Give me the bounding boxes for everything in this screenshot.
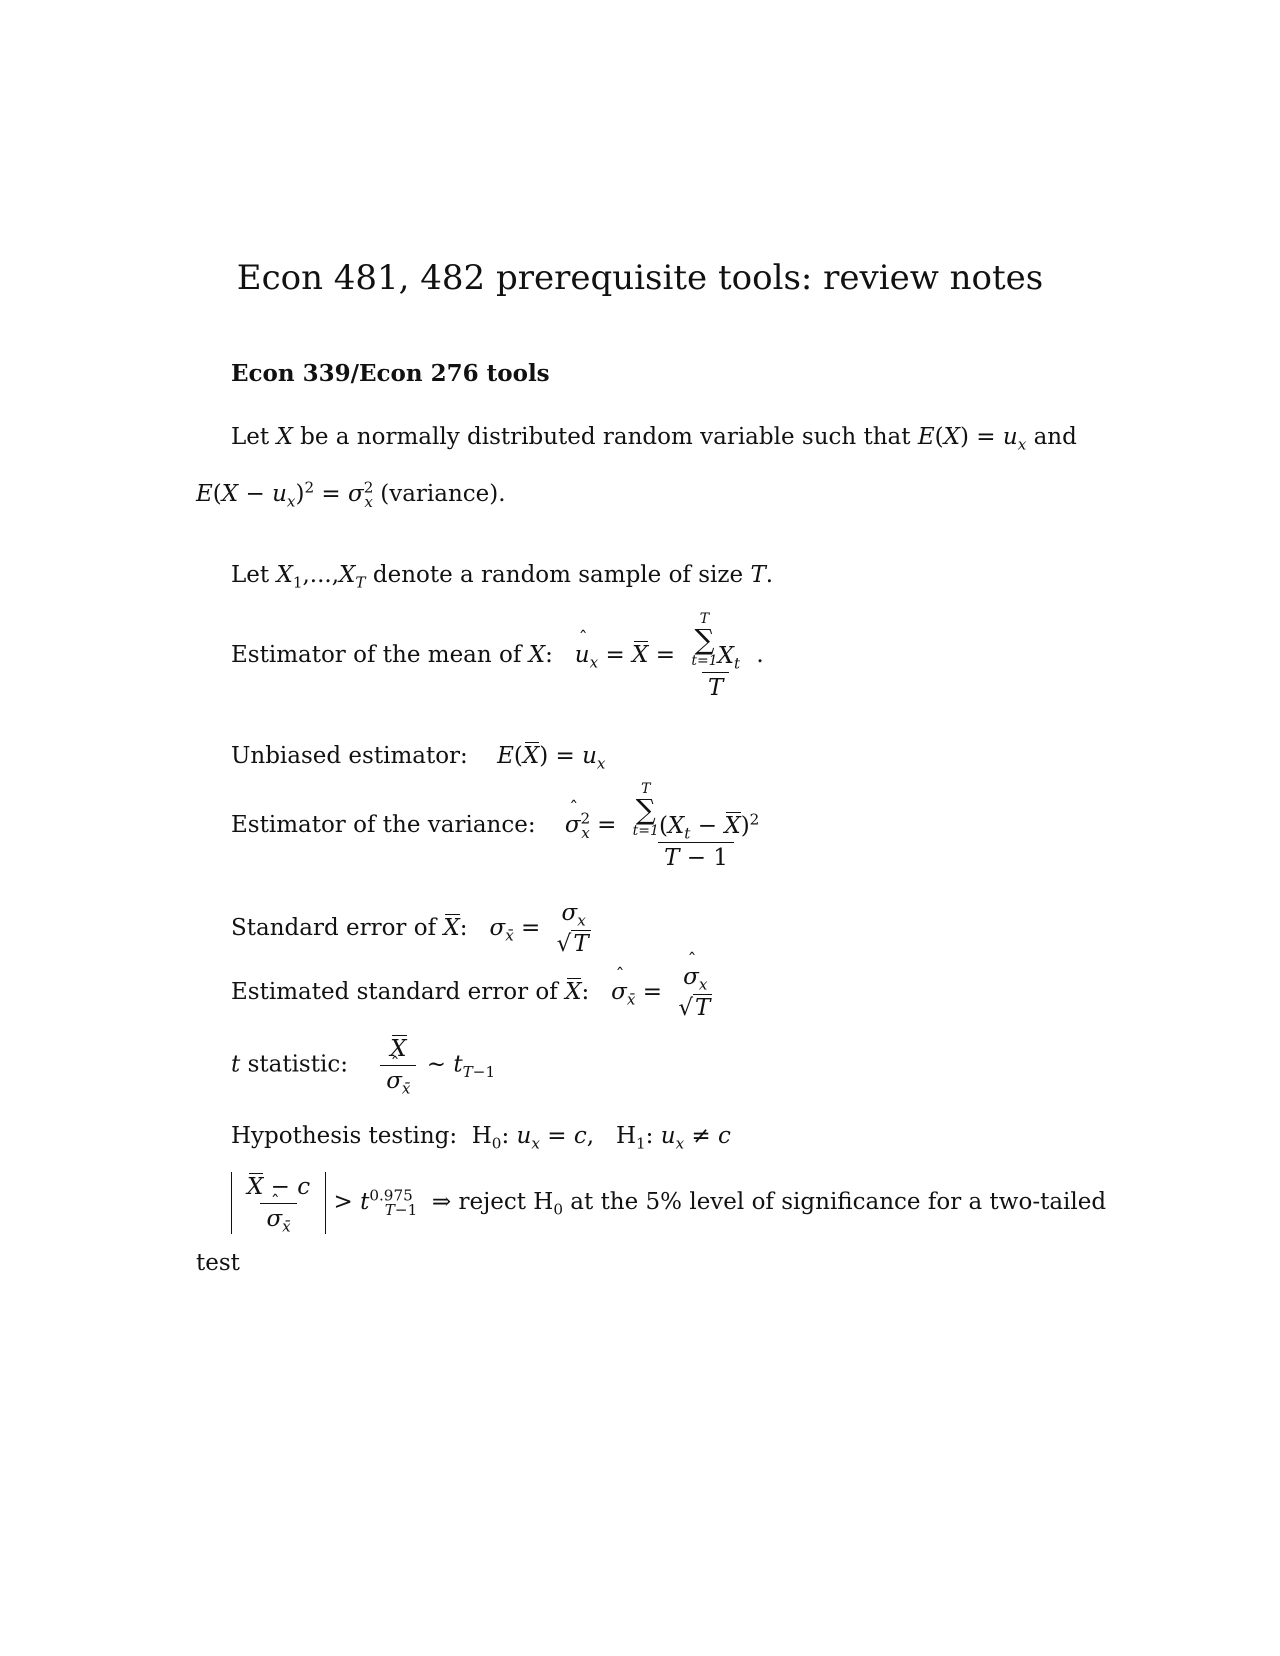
hypothesis-testing: Hypothesis testing: $H_0$: $u_x = c$, $H_1$: $u_x \ne c$ [231,1123,731,1153]
paragraph-1-line-2: $E(X - u_x)^2 = \sigma^2_x$ (variance). [196,478,506,511]
mean-estimator: Estimator of the mean of X: ˆ $u_x = X$ = T ∑ t=1 $X_t$ T . [231,612,764,700]
rejection-rule: X − c ˆ $\sigma_{x̄}$ > $t^{0.975}_{T-1}$ ⇒ reject $H_0$ at the 5% level of significance for a two-tailed [231,1172,1106,1234]
t-statistic: t statistic: X ˆ $\sigma_{x̄}$ ∼ $t_{T-1}$ [231,1038,495,1093]
rejection-rule-continuation: test [196,1250,240,1276]
page-title: Econ 481, 482 prerequisite tools: review notes [236,258,1044,298]
paragraph-2: Let $X_1,...,X_T$ denote a random sample of size T. [231,562,774,592]
section-heading: Econ 339/Econ 276 tools [231,360,550,387]
estimated-standard-error: Estimated standard error of X: ˆ $\sigma_{x̄}$ = ˆ $\sigma_x$ √T [231,966,721,1020]
unbiased-estimator: Unbiased estimator: $E(X) = u_x$ [231,743,606,773]
variance-estimator: Estimator of the variance: ˆ $\sigma^2_x$ = T ∑ t=1 $(X_t - X)^2$ T − 1 [231,782,768,870]
standard-error: Standard error of X: $\sigma_{x̄}$ = $\sigma_x$ √T [231,900,589,957]
paragraph-1-line-1: Let X be a normally distributed random variable such that $E(X) = u_x$ and [231,424,1077,454]
